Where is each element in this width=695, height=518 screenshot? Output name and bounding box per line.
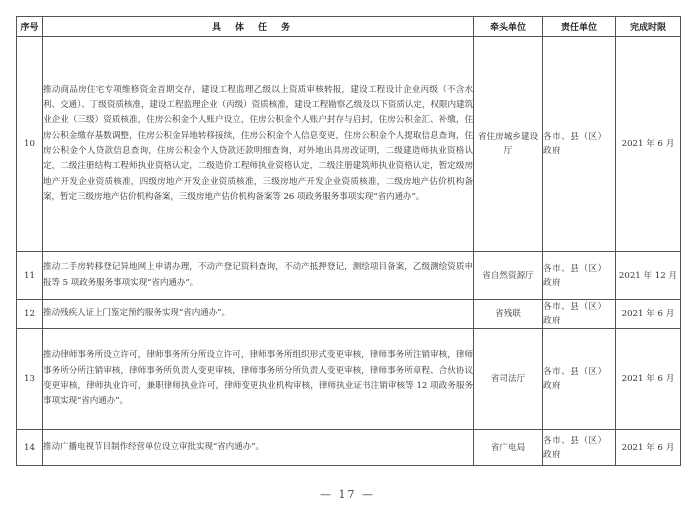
row-lead: 省自然资源厅 bbox=[474, 252, 543, 300]
row-lead: 省残联 bbox=[474, 300, 543, 329]
row-deadline: 2021 年 6 月 bbox=[616, 300, 681, 329]
row-deadline: 2021 年 12 月 bbox=[616, 252, 681, 300]
table-row bbox=[17, 37, 681, 252]
row-task: 推动残疾人证上门鉴定预约服务实现“省内通办”。 bbox=[43, 300, 474, 329]
table-header-row bbox=[17, 17, 681, 37]
page-number: — 17 — bbox=[320, 488, 375, 501]
row-seq: 11 bbox=[17, 252, 43, 300]
row-task: 推动律师事务所设立许可，律师事务所分所设立许可，律师事务所组织形式变更审核，律师事务所注销审核，律师事务所分所注销审核，律师事务所负责人变更审核，律师事务所分所负责人变更审核，律师事务所章程、合伙协议变更审核，律师执业许可，兼职律师执业许可，律师变更执业机构审核，律师执业证书注销审核等 12 项政务服务事项实现“省内通办”。 bbox=[43, 329, 474, 430]
row-seq: 14 bbox=[17, 430, 43, 466]
table-row bbox=[17, 329, 681, 430]
row-deadline: 2021 年 6 月 bbox=[616, 37, 681, 252]
table-row bbox=[17, 252, 681, 300]
row-seq: 13 bbox=[17, 329, 43, 430]
row-responsible: 各市、县（区）政府 bbox=[543, 430, 616, 466]
table-row bbox=[17, 430, 681, 466]
header-responsible: 责任单位 bbox=[543, 17, 616, 37]
row-responsible: 各市、县（区）政府 bbox=[543, 300, 616, 329]
row-responsible: 各市、县（区）政府 bbox=[543, 37, 616, 252]
table-row bbox=[17, 300, 681, 329]
task-table bbox=[16, 16, 681, 466]
header-seq: 序号 bbox=[17, 17, 43, 37]
row-responsible: 各市、县（区）政府 bbox=[543, 252, 616, 300]
row-responsible: 各市、县（区）政府 bbox=[543, 329, 616, 430]
row-deadline: 2021 年 6 月 bbox=[616, 430, 681, 466]
row-lead: 省住房城乡建设厅 bbox=[474, 37, 543, 252]
row-seq: 12 bbox=[17, 300, 43, 329]
row-task: 推动二手房转移登记异地网上申请办理，不动产登记资料查询，不动产抵押登记，测绘项目备案，乙级测绘资质申报等 5 项政务服务事项实现“省内通办”。 bbox=[43, 252, 474, 300]
row-lead: 省广电局 bbox=[474, 430, 543, 466]
row-deadline: 2021 年 6 月 bbox=[616, 329, 681, 430]
row-task: 推动商品房住宅专项维修资金首期交存，建设工程监理乙级以上资质审核转报，建设工程设计企业丙级（不含水利、交通）、丁级资质核准，建设工程监理企业（丙级）资质核准，建设工程勘察乙级及以下资质认定，权限内建筑业企业（三级）资质核准，住房公积金个人账户设立，住房公积金个人账户封存与启封，住房公积金汇、补缴，住房公积金缴存基数调整，住房公积金异地转移接续，住房公积金个人信息变更，住房公积金个人提取信息查询，住房公积金个人贷款信息查询，住房公积金个人贷款还款明细查询，对外地出具房改证明，二级建造师执业资格认定，二级注册结构工程师执业资格认定，二级造价工程师执业资格认定，二级注册建筑师执业资格认定，暂定级房地产开发企业资质核准，四级房地产开发企业资质核准，三级房地产开发企业资质核准，二级房地产估价机构备案，暂定三级房地产估价机构备案，三级房地产估价机构备案等 26 项政务服务事项实现“省内通办”。 bbox=[43, 37, 474, 252]
header-task: 具体任务 bbox=[43, 17, 474, 37]
header-deadline: 完成时限 bbox=[616, 17, 681, 37]
header-lead: 牵头单位 bbox=[474, 17, 543, 37]
row-lead: 省司法厅 bbox=[474, 329, 543, 430]
row-seq: 10 bbox=[17, 37, 43, 252]
row-task: 推动广播电视节目制作经营单位设立审批实现“省内通办”。 bbox=[43, 430, 474, 466]
